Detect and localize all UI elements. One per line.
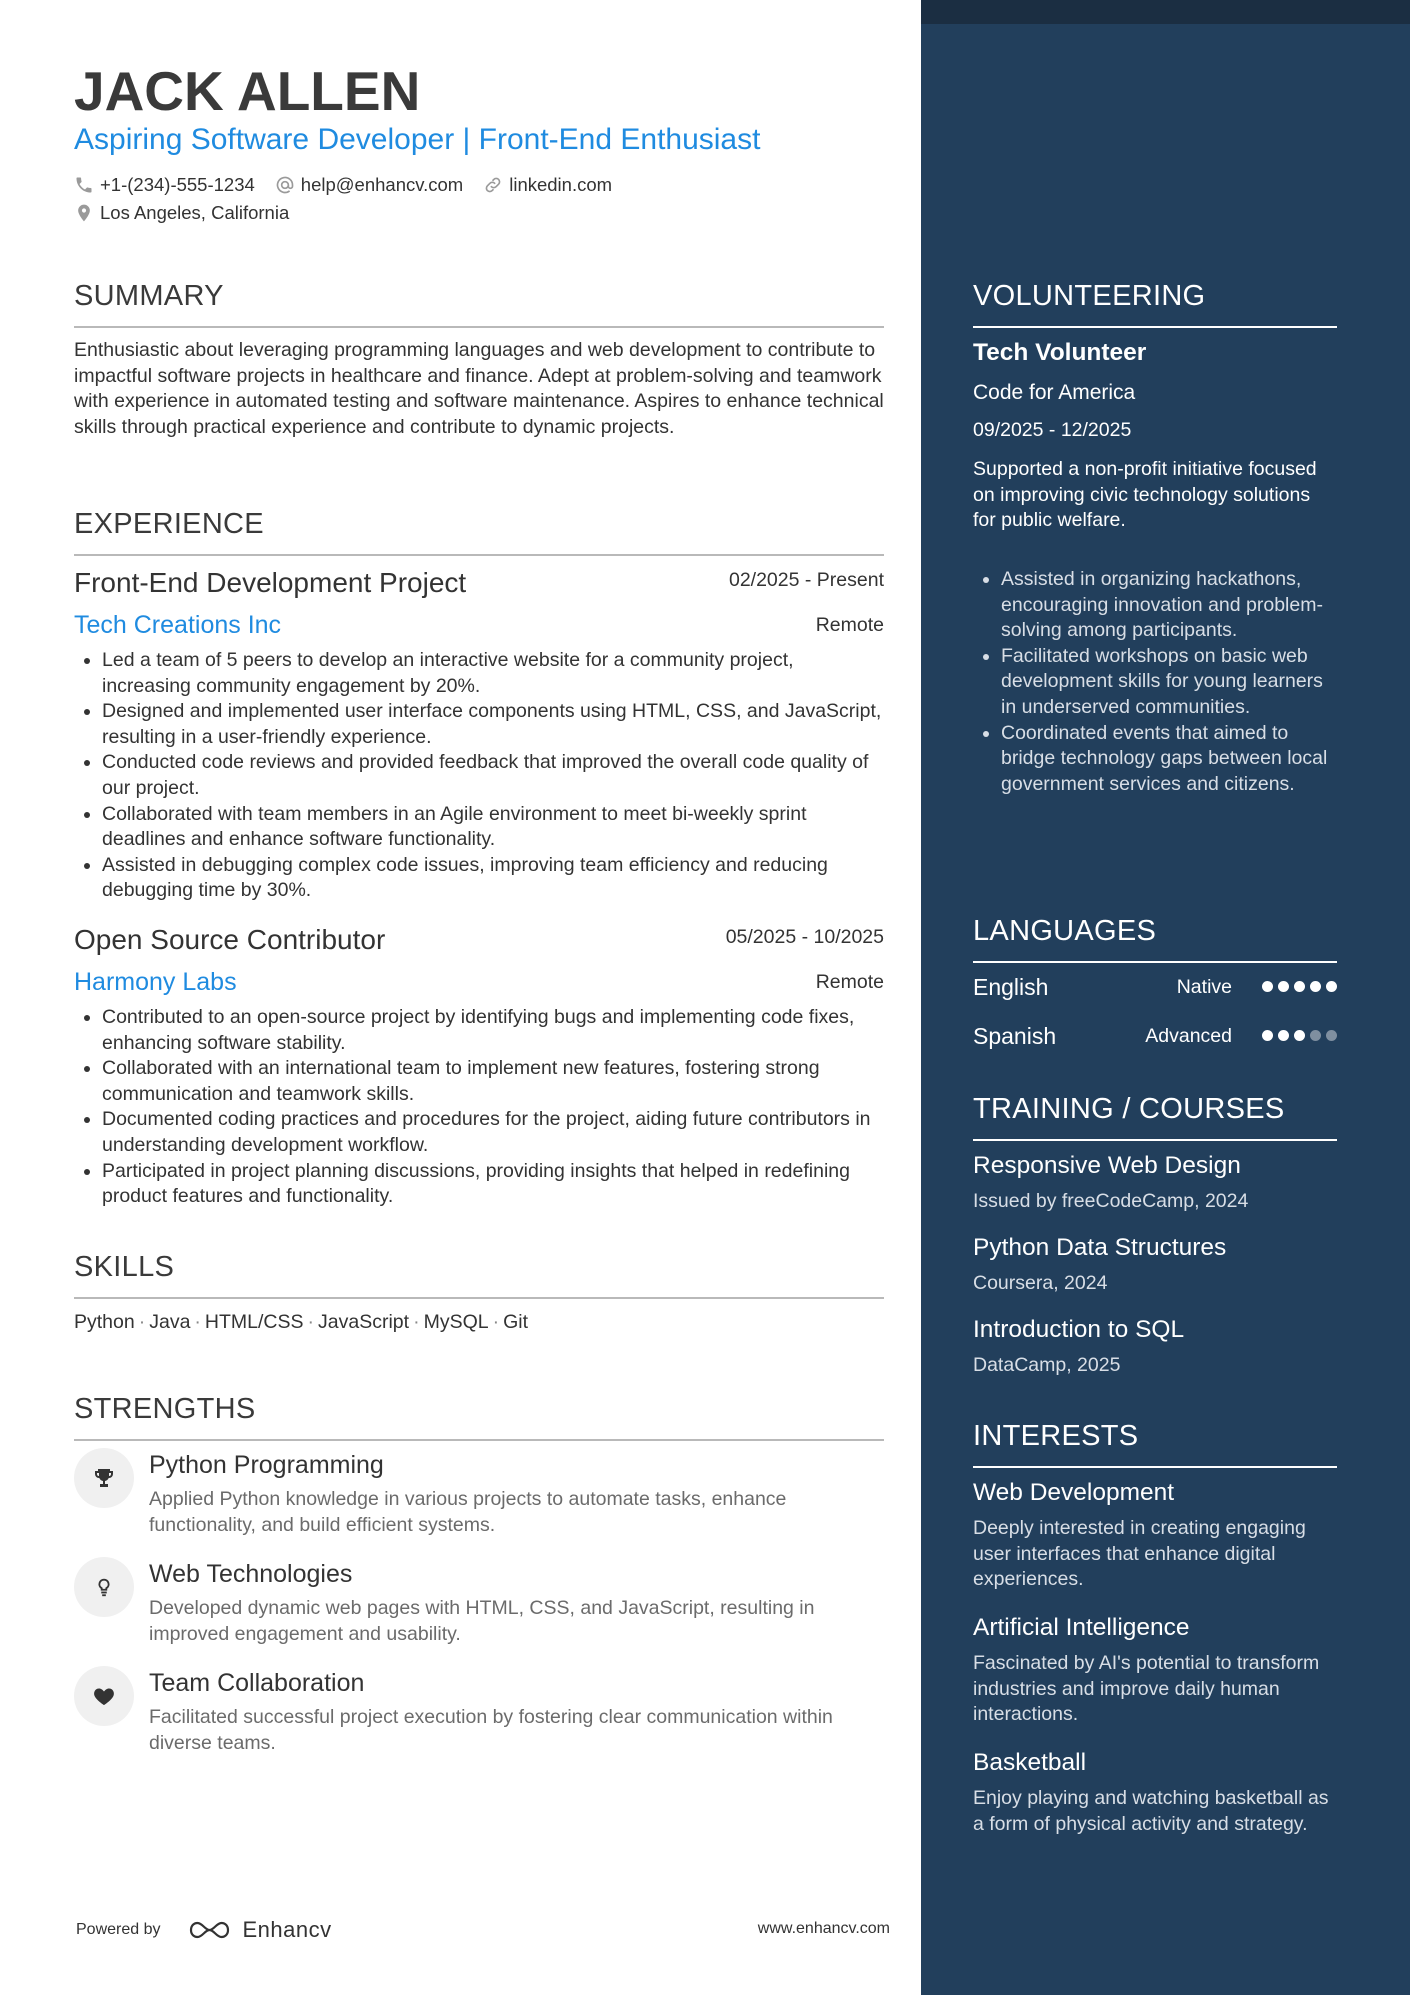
rating-dot-empty [1310,1030,1321,1041]
link-contact[interactable] [483,172,612,198]
email-text[interactable]: help@enhancv.com [300,174,464,195]
interest-name: Basketball [973,1749,1087,1776]
job-bullet: Assisted in debugging complex code issues, improving team efficiency and reducing debugging time by 30%. [74,853,884,904]
rating-dot-filled [1278,981,1289,992]
footer-website[interactable]: www.enhancv.com [757,1920,890,1937]
footer-powered-by [76,1917,332,1943]
lightbulb-icon [74,1557,134,1617]
volunteer-description: Supported a non-profit initiative focused on improving civic technology solutions for public welfare. [973,458,1317,532]
phone-contact [74,172,255,198]
enhancv-logo-icon [187,1917,235,1943]
link-icon [483,175,503,195]
job-title: Open Source Contributor [74,924,386,955]
location-text: Los Angeles, California [100,202,290,223]
language-rating [1257,981,1337,992]
language-name: English [973,974,1049,1000]
course-name: Introduction to SQL [973,1316,1185,1343]
skill-item: MySQL [423,1311,489,1333]
job-title: Front-End Development Project [74,567,467,598]
job-bullet: Participated in project planning discussions, providing insights that helped in redefining product features and functionality. [74,1159,884,1210]
language-rating [1257,1030,1337,1041]
job-location: Remote [815,971,884,993]
strength-desc: Applied Python knowledge in various projects to automate tasks, enhance functionality, and build efficient systems. [149,1488,787,1536]
strength-item [74,1448,884,1558]
phone-icon [74,175,94,195]
rating-dot-filled [1294,1030,1305,1041]
skill-item: HTML/CSS [204,1311,304,1333]
at-icon [275,175,295,195]
skills-heading: SKILLS [74,1249,884,1299]
volunteer-bullets [973,567,1337,797]
strength-title: Python Programming [149,1451,384,1479]
job-company: Harmony Labs [74,968,237,996]
candidate-name: JACK ALLEN [74,60,421,122]
interest-desc: Enjoy playing and watching basketball as a form of physical activity and strategy. [973,1787,1329,1835]
trophy-icon [74,1448,134,1508]
course-name: Responsive Web Design [973,1152,1241,1179]
job-bullets [74,648,884,904]
job-bullet: Led a team of 5 peers to develop an interactive website for a community project, increasing community engagement by 20%. [74,648,884,699]
main-column [74,0,890,1995]
enhancv-brand: Enhancv [242,1917,332,1942]
heart-icon [74,1666,134,1726]
language-row [973,972,1337,1002]
sidebar [921,0,1410,1995]
course-name: Python Data Structures [973,1234,1227,1261]
job-dates: 05/2025 - 10/2025 [725,926,884,948]
interest-desc: Fascinated by AI's potential to transform industries and improve daily human interactions. [973,1652,1320,1726]
experience-heading: EXPERIENCE [74,506,884,556]
languages-heading: LANGUAGES [973,913,1337,963]
phone-text: +1-(234)-555-1234 [100,174,255,195]
job-company: Tech Creations Inc [74,611,282,639]
interest-desc: Deeply interested in creating engaging user interfaces that enhance digital experiences. [973,1517,1306,1591]
strength-item [74,1557,884,1667]
course-detail: Coursera, 2024 [973,1272,1108,1294]
strength-title: Web Technologies [149,1560,353,1588]
rating-dot-filled [1278,1030,1289,1041]
language-level: Native [1176,976,1232,998]
volunteer-bullet: Assisted in organizing hackathons, encouraging innovation and problem-solving among participants. [973,567,1337,644]
location-contact [74,200,289,226]
job-bullets [74,1005,884,1210]
rating-dot-filled [1326,981,1337,992]
skill-item: Java [149,1311,191,1333]
volunteer-role: Tech Volunteer [973,339,1147,366]
summary-text: Enthusiastic about leveraging programming languages and web development to contribute to impactful software projects in healthcare and finance. Adept at problem-solving and teamwork with experience in automated testing and software maintenance. Aspires to enhance technical skills through practical experience and contribute to dynamic projects. [74,339,884,438]
sidebar-top-bar [921,0,1410,24]
job-bullet: Contributed to an open-source project by identifying bugs and implementing code fixes, enhancing software stability. [74,1005,884,1056]
job-location: Remote [815,614,884,636]
contact-row-1 [74,172,632,198]
job-bullet: Designed and implemented user interface components using HTML, CSS, and JavaScript, resulting in a user-friendly experience. [74,699,884,750]
strength-desc: Developed dynamic web pages with HTML, CSS, and JavaScript, resulting in improved engagement and usability. [149,1597,815,1645]
rating-dot-empty [1326,1030,1337,1041]
language-row [973,1021,1337,1051]
powered-by-text: Powered by [76,1921,161,1938]
rating-dot-filled [1294,981,1305,992]
strength-title: Team Collaboration [149,1669,365,1697]
volunteer-bullet: Facilitated workshops on basic web development skills for young learners in underserved communities. [973,644,1337,721]
contact-row-2 [74,200,309,226]
skill-item: JavaScript [318,1311,410,1333]
job-bullet: Conducted code reviews and provided feedback that improved the overall code quality of our project. [74,750,884,801]
rating-dot-filled [1262,981,1273,992]
strength-item [74,1666,884,1776]
headline: Aspiring Software Developer | Front-End Enthusiast [74,123,761,156]
rating-dot-filled [1310,981,1321,992]
job-bullet: Collaborated with an international team to implement new features, fostering strong communication and teamwork skills. [74,1056,884,1107]
course-detail: DataCamp, 2025 [973,1354,1121,1376]
volunteer-bullet: Coordinated events that aimed to bridge technology gaps between local government services and citizens. [973,721,1337,798]
location-pin-icon [74,203,94,223]
interest-name: Artificial Intelligence [973,1614,1190,1641]
email-contact[interactable] [275,172,463,198]
job-bullet: Documented coding practices and procedures for the project, aiding future contributors in understanding development workflow. [74,1107,884,1158]
summary-heading: SUMMARY [74,278,884,328]
interest-name: Web Development [973,1479,1175,1506]
skill-item: Python [74,1311,135,1333]
volunteering-heading: VOLUNTEERING [973,278,1337,328]
volunteer-org: Code for America [973,381,1136,404]
link-text[interactable]: linkedin.com [509,174,613,195]
strength-desc: Facilitated successful project execution by fostering clear communication within diverse teams. [149,1706,833,1754]
job-bullet: Collaborated with team members in an Agile environment to meet bi-weekly sprint deadlines and enhance software functionality. [74,802,884,853]
training-heading: TRAINING / COURSES [973,1091,1337,1141]
strengths-heading: STRENGTHS [74,1391,884,1441]
interests-heading: INTERESTS [973,1418,1337,1468]
course-detail: Issued by freeCodeCamp, 2024 [973,1190,1249,1212]
skills-list: Python · Java · HTML/CSS · JavaScript · MySQL · Git [74,1311,529,1333]
language-name: Spanish [973,1023,1057,1049]
job-dates: 02/2025 - Present [728,569,884,591]
volunteer-dates: 09/2025 - 12/2025 [973,419,1132,441]
rating-dot-filled [1262,1030,1273,1041]
skill-item: Git [503,1311,529,1333]
language-level: Advanced [1145,1025,1232,1047]
